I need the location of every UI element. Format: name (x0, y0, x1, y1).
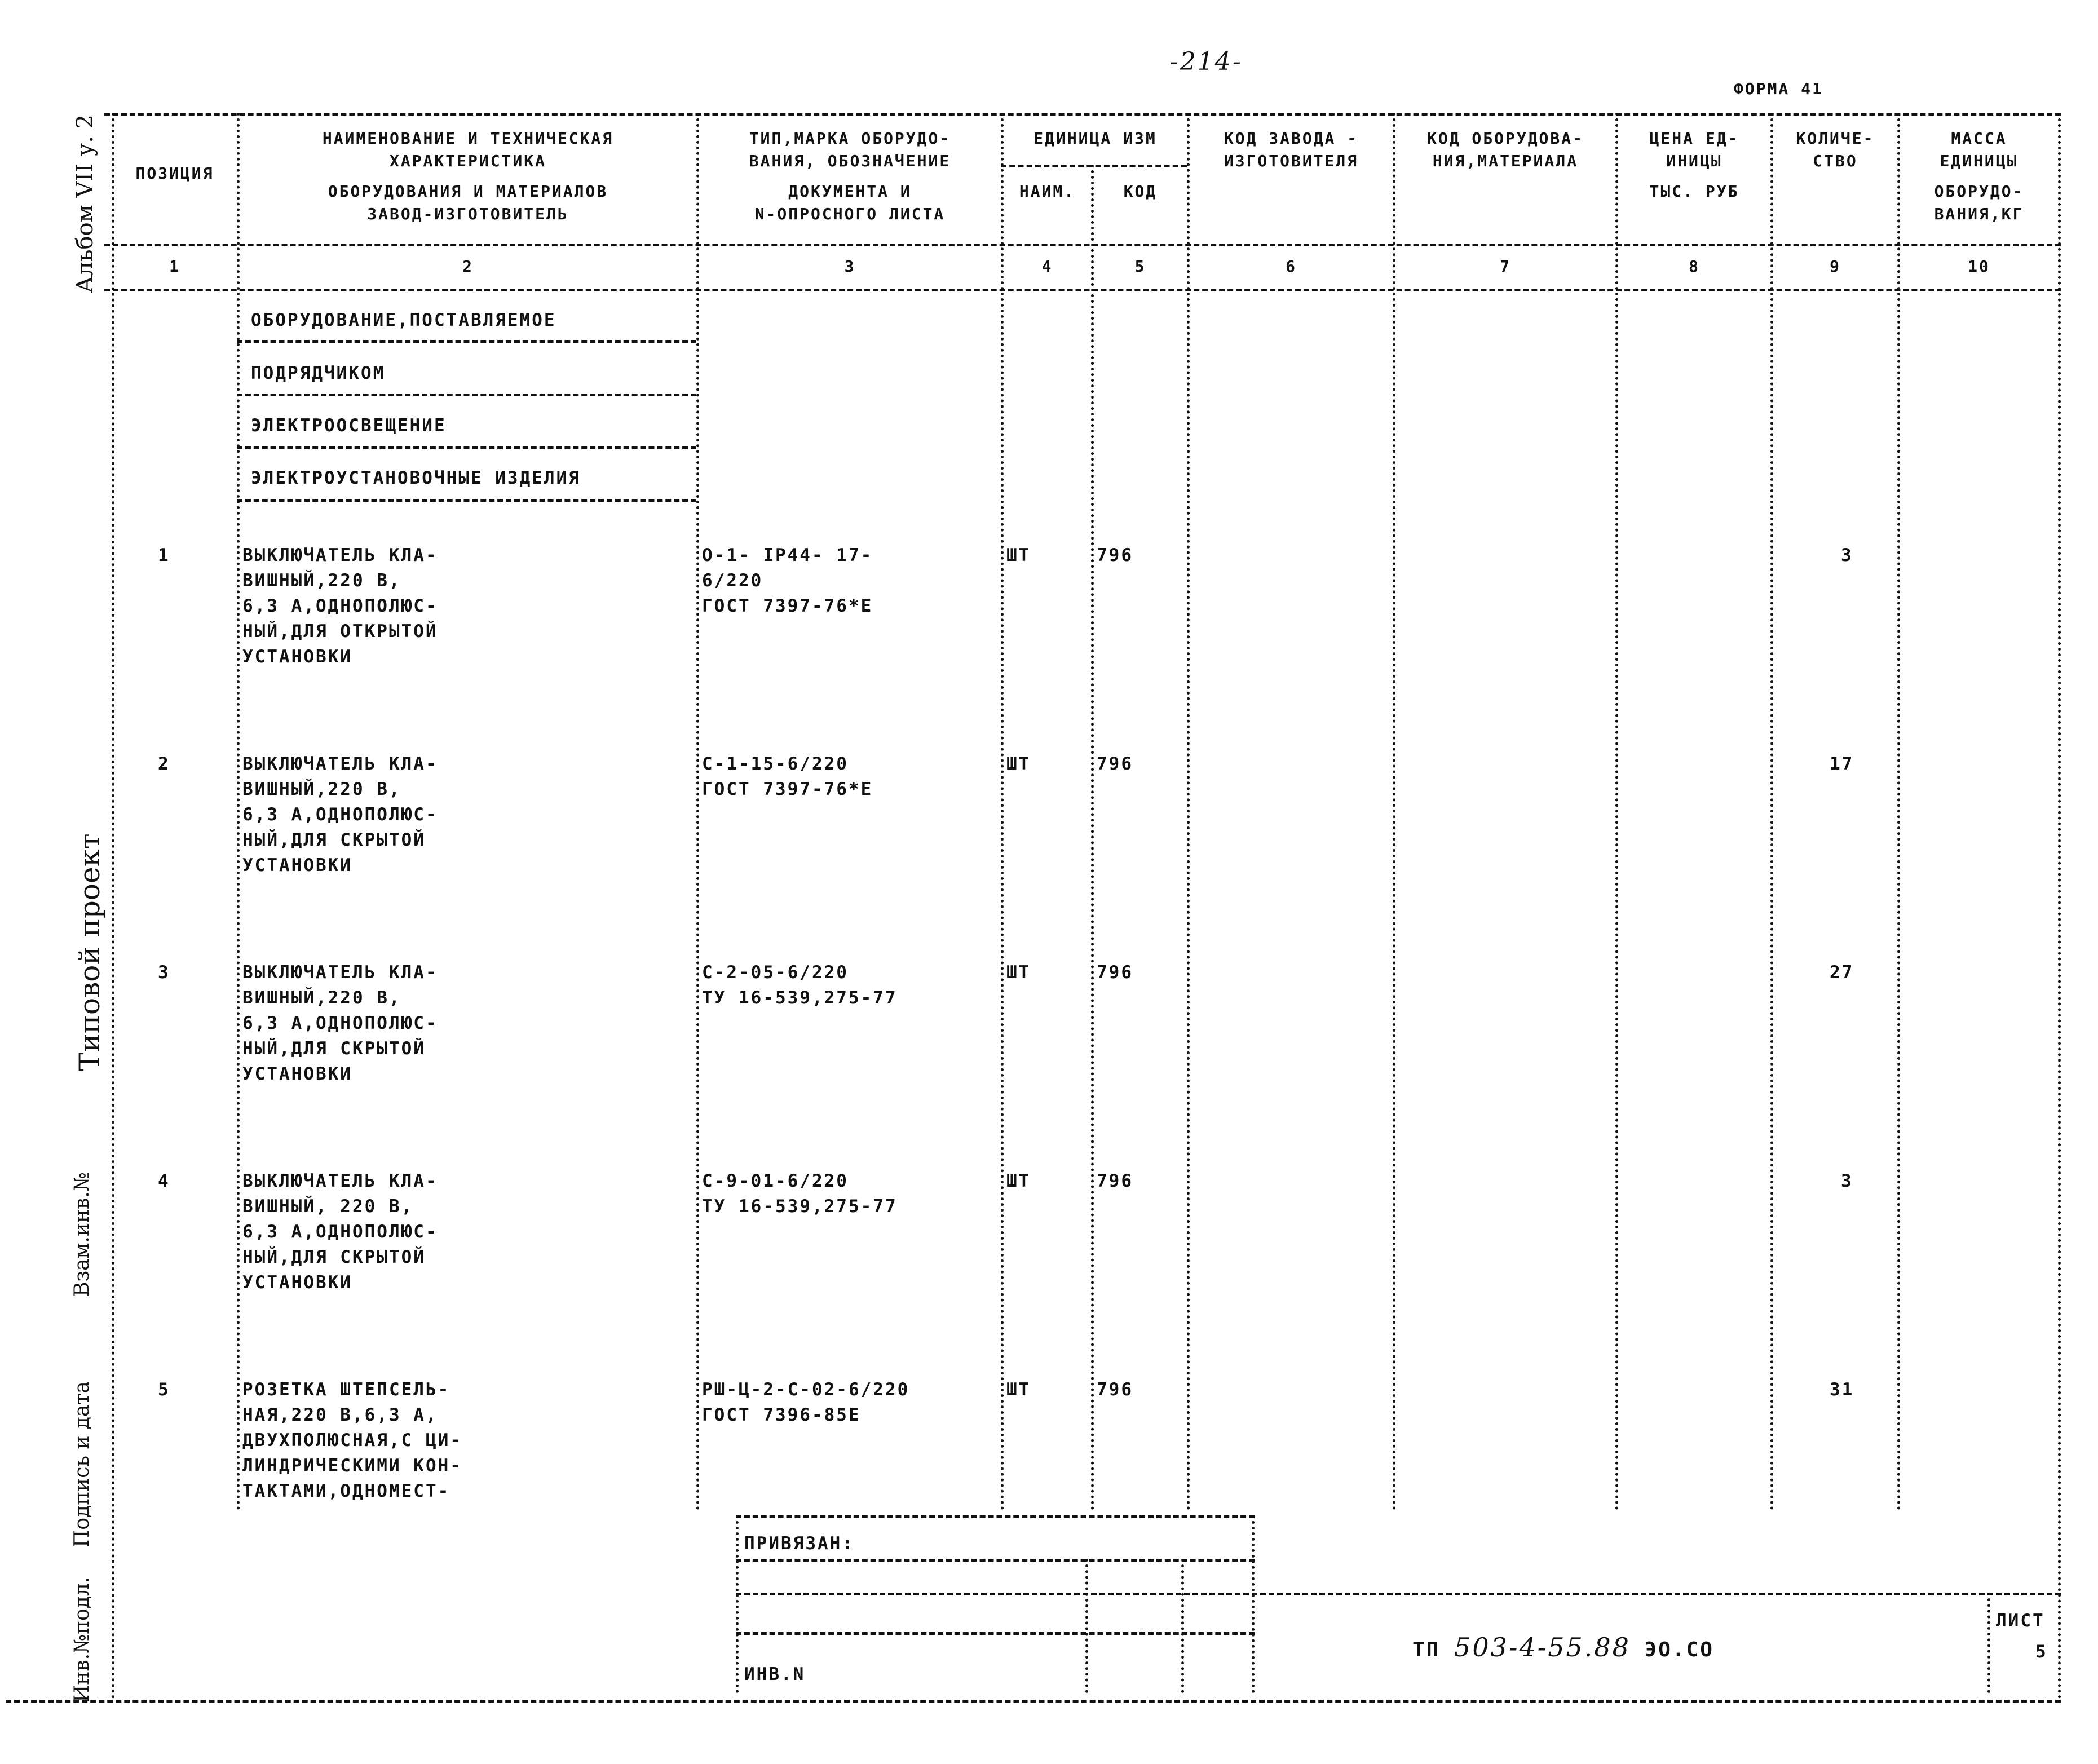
row-type-line: 6/220 (702, 571, 763, 591)
row-name-line: УСТАНОВКИ (242, 1064, 352, 1084)
row-position: 1 (158, 545, 170, 565)
stamp-privyazan: ПРИВЯЗАН: (744, 1533, 854, 1554)
header-col-10-line-2: ЕДИНИЦЫ (1940, 152, 2019, 170)
sheet-label: ЛИСТ (1996, 1611, 2045, 1631)
header-col-3-line-3: ДОКУМЕНТА И (788, 182, 912, 201)
header-col-3-line-1: ТИП,МАРКА ОБОРУДО- (749, 129, 951, 148)
header-col-10-line-4: ВАНИЯ,КГ (1934, 205, 2024, 223)
row-type-line: ГОСТ 7397-76*Е (702, 596, 873, 616)
col-line-2 (696, 113, 699, 1511)
row-type-line: ТУ 16-539,275-77 (702, 988, 898, 1008)
row-quantity: 27 (1830, 962, 1854, 983)
row-code: 796 (1097, 962, 1133, 983)
header-col-2-line-2: ХАРАКТЕРИСТИКА (389, 152, 546, 170)
side-album-label: Альбом VII у. 2 (72, 114, 98, 293)
column-number: 10 (1968, 257, 1990, 276)
row-name-line: ВЫКЛЮЧАТЕЛЬ КЛА- (242, 754, 438, 774)
row-type-line: С-2-05-6/220 (702, 962, 849, 983)
header-col-7-line-1: КОД ОБОРУДОВА- (1426, 129, 1584, 148)
stamp-rule-4 (736, 1632, 1255, 1635)
row-quantity: 3 (1841, 545, 1853, 565)
header-col-9-line-2: СТВО (1813, 152, 1858, 170)
header-col-6-line-1: КОД ЗАВОДА - (1224, 129, 1359, 148)
row-name-line: НЫЙ,ДЛЯ СКРЫТОЙ (242, 1247, 426, 1267)
section-label: ПОДРЯДЧИКОМ (251, 363, 386, 383)
header-col-9-line-1: КОЛИЧЕ- (1796, 129, 1875, 148)
row-type-line: ГОСТ 7397-76*Е (702, 779, 873, 799)
row-name-line: 6,3 А,ОДНОПОЛЮС- (242, 804, 438, 825)
stamp-rule-top (736, 1515, 1255, 1518)
row-name-line: 6,3 А,ОДНОПОЛЮС- (242, 596, 438, 616)
header-col-2-line-1: НАИМЕНОВАНИЕ И ТЕХНИЧЕСКАЯ (322, 129, 614, 148)
header-col-2-line-3: ОБОРУДОВАНИЯ И МАТЕРИАЛОВ (328, 182, 608, 201)
header-col-4: НАИМ. (1019, 182, 1076, 201)
sheet-number: 5 (2035, 1642, 2048, 1662)
document-code-handwritten: 503-4-55.88 (1454, 1632, 1631, 1663)
column-number: 9 (1830, 257, 1841, 276)
row-name-line: ВЫКЛЮЧАТЕЛЬ КЛА- (242, 545, 438, 565)
col-line-4 (1091, 165, 1094, 1511)
row-position: 3 (158, 962, 170, 983)
row-type-line: С-9-01-6/220 (702, 1171, 849, 1191)
section-label: ОБОРУДОВАНИЕ,ПОСТАВЛЯЕМОЕ (251, 310, 556, 330)
header-col-2-line-4: ЗАВОД-ИЗГОТОВИТЕЛЬ (367, 205, 569, 223)
row-name-line: ВИШНЫЙ,220 В, (242, 779, 401, 799)
stamp-inv: ИНВ.N (744, 1664, 806, 1685)
side-project-label: Типовой проект (73, 833, 106, 1071)
row-name-line: РОЗЕТКА ШТЕПСЕЛЬ- (242, 1380, 450, 1400)
column-number: 1 (169, 257, 180, 276)
column-number: 6 (1286, 257, 1297, 276)
row-code: 796 (1097, 754, 1133, 774)
row-name-line: НЫЙ,ДЛЯ СКРЫТОЙ (242, 830, 426, 850)
side-vzam-label: Взам.инв.№ (70, 1172, 94, 1297)
row-position: 2 (158, 754, 170, 774)
rule-unit-split (1001, 165, 1187, 167)
row-code: 796 (1097, 545, 1133, 565)
rule-page-bottom (6, 1700, 2061, 1703)
col-line-3 (1001, 113, 1004, 1511)
header-col-7-line-2: НИЯ,МАТЕРИАЛА (1432, 152, 1579, 170)
row-position: 5 (158, 1380, 170, 1400)
header-col-10-line-3: ОБОРУДО- (1934, 182, 2024, 201)
row-unit: ШТ (1006, 1171, 1031, 1191)
col-line-7 (1615, 113, 1618, 1511)
row-type-line: РШ-Ц-2-С-02-6/220 (702, 1380, 910, 1400)
row-name-line: 6,3 А,ОДНОПОЛЮС- (242, 1222, 438, 1242)
stamp-line-sheet (1987, 1593, 1990, 1693)
form-label: ФОРМА 41 (1734, 79, 1823, 98)
row-quantity: 17 (1830, 754, 1854, 774)
page-number: -214- (1170, 47, 1243, 76)
header-col-10-line-1: МАССА (1951, 129, 2007, 148)
row-name-line: НАЯ,220 В,6,3 А, (242, 1405, 438, 1425)
header-col-6-line-2: ИЗГОТОВИТЕЛЯ (1224, 152, 1359, 170)
row-name-line: ВЫКЛЮЧАТЕЛЬ КЛА- (242, 1171, 438, 1191)
stamp-line-b (1181, 1559, 1184, 1693)
column-number: 2 (462, 257, 474, 276)
row-unit: ШТ (1006, 962, 1031, 983)
row-name-line: УСТАНОВКИ (242, 647, 352, 667)
stamp-line-a (1085, 1559, 1088, 1693)
side-podpis-label: Подпись и дата (70, 1381, 94, 1548)
row-name-line: ВИШНЫЙ, 220 В, (242, 1196, 414, 1217)
stamp-line-right (1252, 1515, 1255, 1693)
row-name-line: УСТАНОВКИ (242, 1272, 352, 1293)
header-col-8-line-1: ЦЕНА ЕД- (1649, 129, 1739, 148)
row-name-line: УСТАНОВКИ (242, 855, 352, 876)
section-rule-3 (237, 446, 696, 449)
row-name-line: НЫЙ,ДЛЯ ОТКРЫТОЙ (242, 621, 438, 642)
row-quantity: 3 (1841, 1171, 1853, 1191)
section-label: ЭЛЕКТРОУСТАНОВОЧНЫЕ ИЗДЕЛИЯ (251, 468, 581, 488)
header-col-45: ЕДИНИЦА ИЗМ (1033, 129, 1157, 148)
column-number: 8 (1689, 257, 1700, 276)
col-line-10 (2058, 113, 2061, 1700)
row-name-line: ДВУХПОЛЮСНАЯ,С ЦИ- (242, 1430, 462, 1451)
stamp-rule-2 (736, 1559, 1255, 1562)
row-code: 796 (1097, 1380, 1133, 1400)
col-line-1 (237, 113, 240, 1511)
column-number: 5 (1134, 257, 1146, 276)
row-type-line: О-1- IP44- 17- (702, 545, 873, 565)
column-number: 3 (844, 257, 856, 276)
column-number: 4 (1041, 257, 1053, 276)
row-unit: ШТ (1006, 1380, 1031, 1400)
row-code: 796 (1097, 1171, 1133, 1191)
header-col-8-line-3: ТЫС. РУБ (1649, 182, 1739, 201)
row-name-line: 6,3 А,ОДНОПОЛЮС- (242, 1013, 438, 1033)
col-line-6 (1393, 113, 1395, 1511)
column-number: 7 (1500, 257, 1511, 276)
document-code (1412, 1632, 1714, 1663)
header-col-3-line-4: N-ОПРОСНОГО ЛИСТА (754, 205, 946, 223)
row-name-line: ВЫКЛЮЧАТЕЛЬ КЛА- (242, 962, 438, 983)
row-position: 4 (158, 1171, 170, 1191)
row-type-line: ТУ 16-539,275-77 (702, 1196, 898, 1217)
row-name-line: ВИШНЫЙ,220 В, (242, 571, 401, 591)
row-quantity: 31 (1830, 1380, 1854, 1400)
header-col-5: КОД (1123, 182, 1158, 201)
row-type-line: С-1-15-6/220 (702, 754, 849, 774)
stamp-rule-3 (736, 1593, 2061, 1595)
document-code-suffix: ЭО.СО (1644, 1638, 1714, 1661)
section-rule-4 (237, 499, 696, 502)
stamp-line-left (736, 1515, 739, 1693)
rule-header-bottom (104, 244, 2061, 246)
row-unit: ШТ (1006, 754, 1031, 774)
col-line-0 (112, 113, 114, 1700)
side-inv-label: Инв.№подл. (70, 1576, 94, 1703)
header-col-3-line-2: ВАНИЯ, ОБОЗНАЧЕНИЕ (749, 152, 951, 170)
row-name-line: НЫЙ,ДЛЯ СКРЫТОЙ (242, 1038, 426, 1059)
rule-numbers-bottom (104, 289, 2061, 291)
row-name-line: ЛИНДРИЧЕСКИМИ КОН- (242, 1456, 462, 1476)
row-name-line: ВИШНЫЙ,220 В, (242, 988, 401, 1008)
section-rule-1 (237, 340, 696, 343)
col-line-8 (1770, 113, 1773, 1511)
row-unit: ШТ (1006, 545, 1031, 565)
row-name-line: ТАКТАМИ,ОДНОМЕСТ- (242, 1481, 450, 1501)
section-label: ЭЛЕКТРООСВЕЩЕНИЕ (251, 415, 447, 436)
document-code-prefix: ТП (1412, 1638, 1441, 1661)
col-line-9 (1897, 113, 1900, 1511)
rule-top (104, 113, 2061, 116)
col-line-5 (1187, 113, 1190, 1511)
row-type-line: ГОСТ 7396-85Е (702, 1405, 861, 1425)
header-col-8-line-2: ИНИЦЫ (1666, 152, 1722, 170)
section-rule-2 (237, 394, 696, 396)
header-col-1: ПОЗИЦИЯ (135, 164, 214, 183)
